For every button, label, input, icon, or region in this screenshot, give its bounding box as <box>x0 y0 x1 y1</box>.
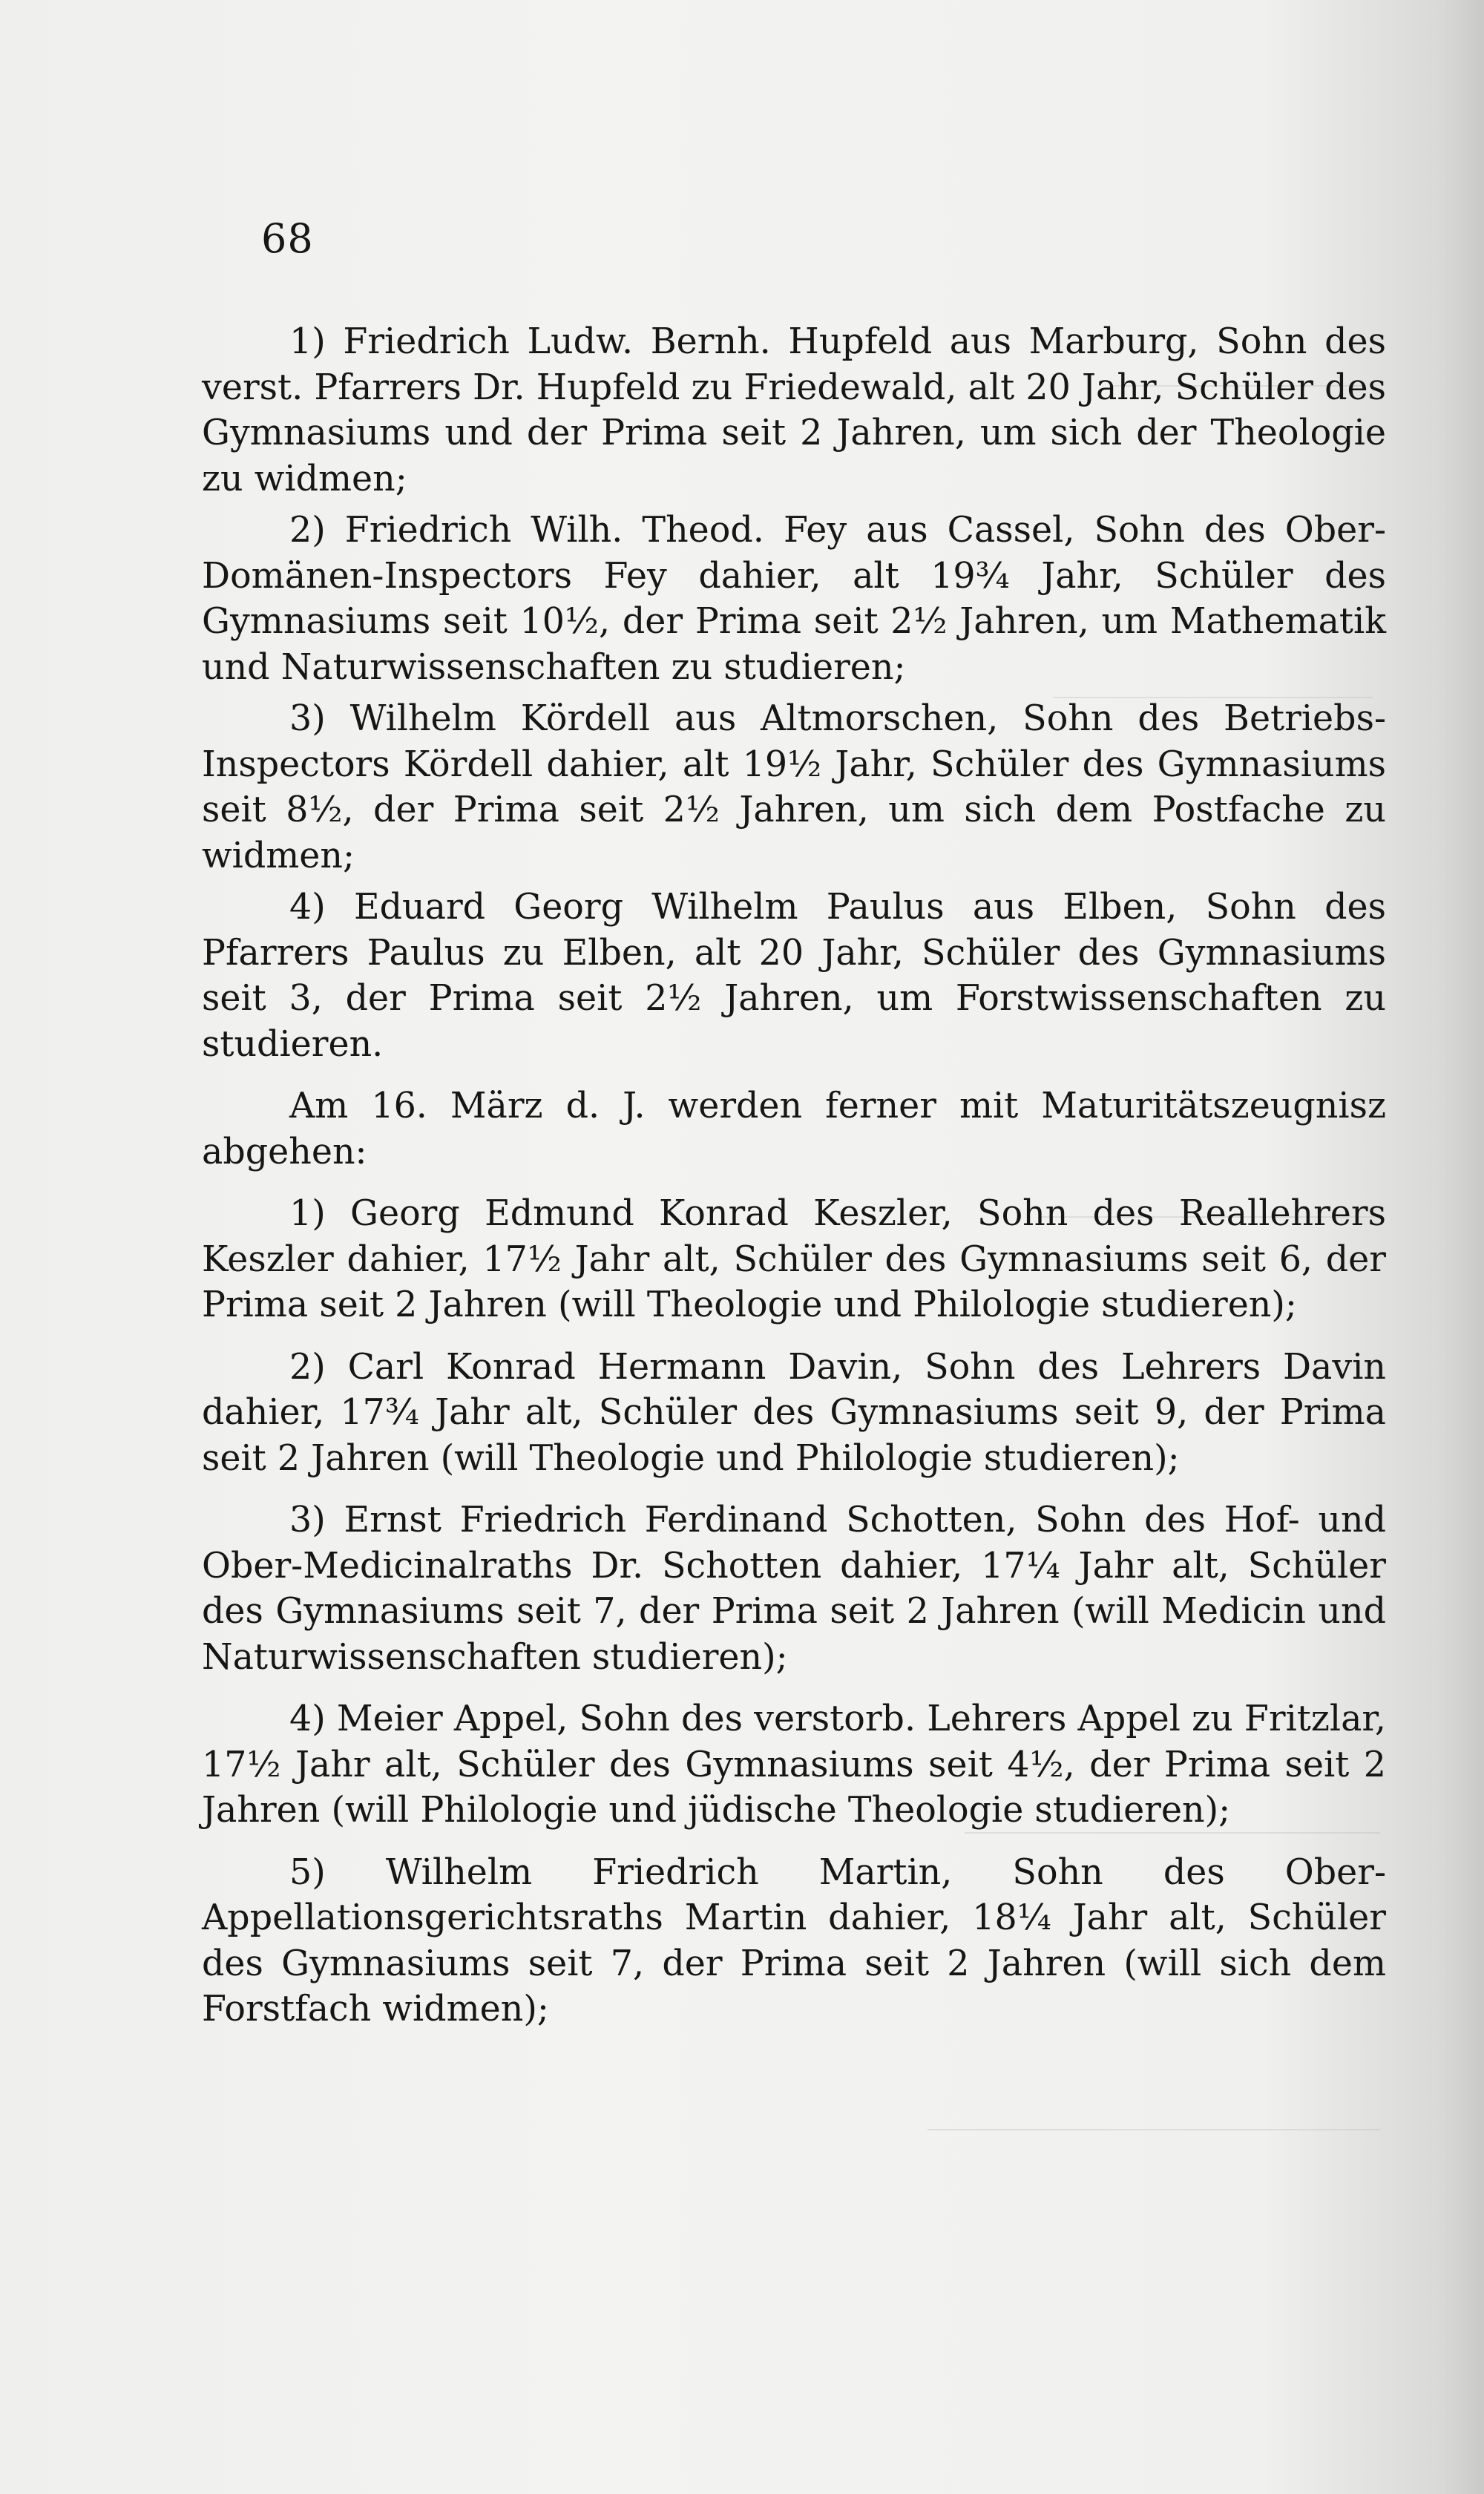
paragraph-intro-march: Am 16. März d. J. werden ferner mit Maturitätszeugnisz abgehen: <box>202 1086 1386 1172</box>
paragraph-graduate-3: 3) Wilhelm Kördell aus Altmorschen, Sohn des Betriebs-Inspectors Kördell dahier, alt 19½ Jahr, Schüler des Gymnasiums seit 8½, der Prima seit 2½ Jahren, um sich dem Postfache zu widmen; <box>202 698 1386 876</box>
paragraph-graduate-4: 4) Eduard Georg Wilhelm Paulus aus Elben, Sohn des Pfarrers Paulus zu Elben, alt 20 Jahr, Schüler des Gymnasiums seit 3, der Prima seit 2½ Jahren, um Forstwissenschaften zu studieren. <box>202 887 1386 1065</box>
paragraph-graduate-1: 1) Friedrich Ludw. Bernh. Hupfeld aus Marburg, Sohn des verst. Pfarrers Dr. Hupfeld zu Friedewald, alt 20 Jahr, Schüler des Gymnasiums und der Prima seit 2 Jahren, um sich der Theologie zu widmen; <box>202 321 1386 499</box>
paragraph-student-3: 3) Ernst Friedrich Ferdinand Schotten, Sohn des Hof- und Ober-Medicinalraths Dr. Schotten dahier, 17¼ Jahr alt, Schüler des Gymnasiums seit 7, der Prima seit 2 Jahren (will Medicin und Naturwissenschaften studieren); <box>202 1500 1386 1678</box>
paragraph-graduate-2: 2) Friedrich Wilh. Theod. Fey aus Cassel, Sohn des Ober-Domänen-Inspectors Fey dahier, alt 19¾ Jahr, Schüler des Gymnasiums seit 10½, der Prima seit 2½ Jahren, um Mathematik und Naturwissenschaften zu studieren; <box>202 510 1386 688</box>
paragraph-student-1: 1) Georg Edmund Konrad Keszler, Sohn des Reallehrers Keszler dahier, 17½ Jahr alt, Schüler des Gymnasiums seit 6, der Prima seit 2 Jahren (will Theologie und Philologie studieren); <box>202 1193 1386 1325</box>
paragraph-student-2: 2) Carl Konrad Hermann Davin, Sohn des Lehrers Davin dahier, 17¾ Jahr alt, Schüler des Gymnasiums seit 9, der Prima seit 2 Jahren (will Theologie und Philologie studieren); <box>202 1346 1386 1479</box>
page-number: 68 <box>261 215 314 262</box>
body-text <box>202 319 1386 2038</box>
paragraph-student-4: 4) Meier Appel, Sohn des verstorb. Lehrers Appel zu Fritzlar, 17½ Jahr alt, Schüler des Gymnasiums seit 4½, der Prima seit 2 Jahren (will Philologie und jüdische Theologie studieren); <box>202 1699 1386 1831</box>
paragraph-student-5: 5) Wilhelm Friedrich Martin, Sohn des Ober-Appellationsgerichtsraths Martin dahier, 18¼ Jahr alt, Schüler des Gymnasiums seit 7, der Prima seit 2 Jahren (will sich dem Forstfach widmen); <box>202 1851 1386 2029</box>
